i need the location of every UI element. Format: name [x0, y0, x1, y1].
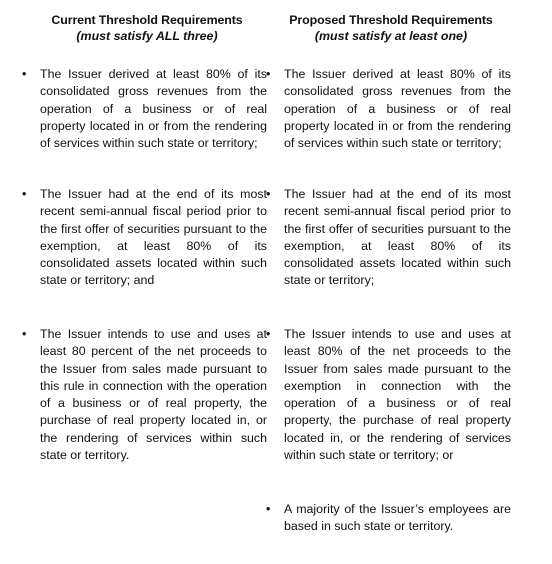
bullet-icon: • — [266, 502, 271, 516]
proposed-requirements-column — [266, 0, 516, 534]
proposed-item-1-text: The Issuer derived at least 80% of its consolidated gross revenues from the operation of a business or of real property located in or from the rendering of services within such state or territory; — [284, 67, 511, 151]
proposed-item-3-text: The Issuer intends to use and uses at least 80% of the net proceeds to the Issuer from sales made pursuant to the exemption in connection with the operation of a business or of real property, the purchase of real property located in, or the rendering of services within such state or territory; or — [284, 327, 511, 463]
bullet-icon: • — [266, 67, 271, 81]
current-requirements-title: Current Threshold Requirements — [51, 13, 243, 27]
bullet-icon: • — [22, 67, 27, 81]
proposed-requirements-header — [266, 12, 516, 54]
bullet-icon: • — [22, 327, 27, 341]
current-item-1-text: The Issuer derived at least 80% of its consolidated gross revenues from the operation of a business or of real property located in or from the rendering of services within such state or territory; — [40, 67, 267, 151]
current-requirements-header — [22, 12, 272, 54]
bullet-icon: • — [266, 327, 271, 341]
current-item-3-text: The Issuer intends to use and uses at least 80 percent of the net proceeds to the Issuer from sales made pursuant to this rule in connection with the operation of a business or of real property, the purchase of real property located in, or the rendering of services within such state or territory. — [40, 327, 267, 463]
current-requirements-column — [22, 0, 272, 463]
current-item-2-text: The Issuer had at the end of its most recent semi-annual fiscal period prior to the first offer of securities pursuant to the exemption, at least 80% of its consolidated assets located within such state or territory; and — [40, 187, 267, 288]
proposed-requirements-title: Proposed Threshold Requirements — [289, 13, 493, 27]
proposed-requirements-subtitle: (must satisfy at least one) — [314, 29, 468, 43]
proposed-item-4-text: A majority of the Issuer’s employees are based in such state or territory. — [284, 502, 511, 534]
bullet-icon: • — [22, 187, 27, 201]
bullet-icon: • — [266, 187, 271, 201]
proposed-item-2-text: The Issuer had at the end of its most recent semi-annual fiscal period prior to the first offer of securities pursuant to the exemption, at least 80% of its consolidated assets located within such state or territory; — [284, 187, 511, 288]
current-requirements-subtitle: (must satisfy ALL three) — [76, 29, 218, 43]
